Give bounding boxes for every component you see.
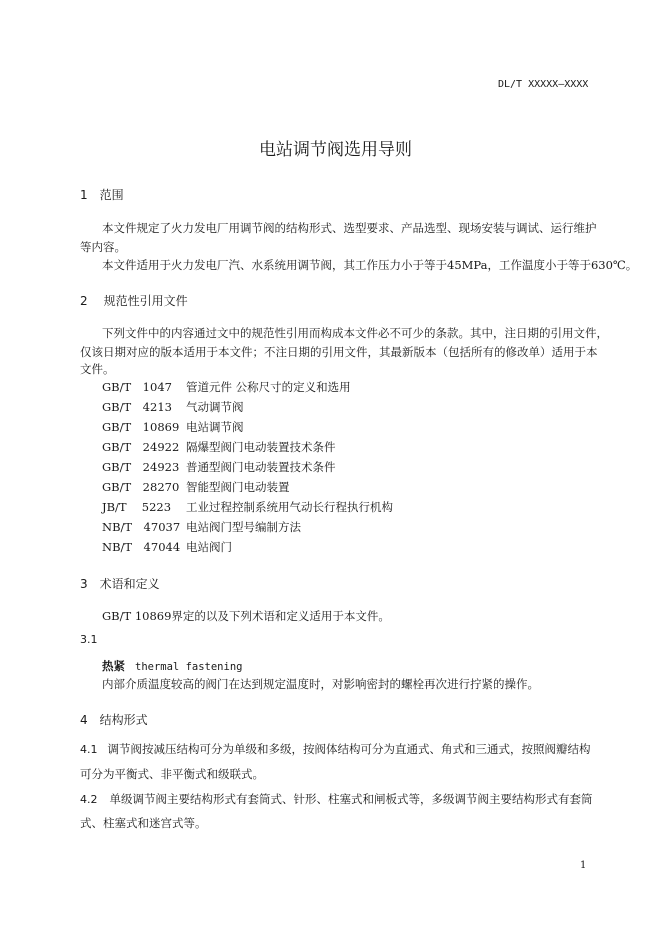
- reference-title: 电站阀门: [186, 540, 232, 554]
- term-chinese: 热紧: [102, 659, 125, 673]
- section-2-heading: [80, 292, 188, 309]
- reference-title: 气动调节阀: [186, 400, 244, 414]
- section-number: 4: [80, 713, 88, 727]
- reference-item: [102, 457, 336, 477]
- section-4-heading: [80, 711, 148, 728]
- paragraph: 下列文件中的内容通过文中的规范性引用而构成本文件必不可少的条款。其中，注日期的引用文件，: [102, 326, 608, 340]
- term-definition: 内部介质温度较高的阀门在达到规定温度时，对影响密封的螺栓再次进行拧紧的操作。: [102, 677, 539, 691]
- clause-text: 调节阀按减压结构可分为单级和多级，按阀体结构可分为直通式、角式和三通式，按照阀瓣结构: [107, 742, 591, 756]
- reference-std: NB/T 47044: [102, 540, 181, 554]
- clause-number: 4.1: [80, 743, 98, 756]
- reference-title: 智能型阀门电动装置: [186, 480, 290, 494]
- reference-item: [102, 437, 336, 457]
- reference-item: [102, 497, 393, 517]
- reference-title: 普通型阀门电动装置技术条件: [186, 460, 336, 474]
- section-title: 结构形式: [99, 713, 148, 727]
- section-title: 术语和定义: [99, 577, 160, 591]
- section-3-heading: [80, 575, 160, 592]
- subclause-number: 3.1: [80, 633, 98, 646]
- section-1-heading: [80, 186, 124, 203]
- section-title: 范围: [99, 188, 124, 202]
- term-entry: [102, 658, 242, 674]
- reference-item: [102, 537, 232, 557]
- reference-std: JB/T 5223: [102, 500, 172, 514]
- reference-std: GB/T 4213: [102, 400, 172, 414]
- reference-title: 电站调节阀: [186, 420, 244, 434]
- reference-std: GB/T 10869: [102, 420, 180, 434]
- document-code: DL/T XXXXX—XXXX: [498, 79, 589, 90]
- reference-title: 隔爆型阀门电动装置技术条件: [186, 440, 336, 454]
- reference-title: 电站阀门型号编制方法: [186, 520, 301, 534]
- reference-title: 工业过程控制系统用气动长行程执行机构: [186, 500, 393, 514]
- paragraph: 等内容。: [80, 240, 126, 254]
- clause-number: 4.2: [80, 793, 98, 806]
- reference-item: [102, 397, 244, 417]
- paragraph: 可分为平衡式、非平衡式和级联式。: [80, 767, 264, 781]
- section-number: 2: [80, 294, 88, 308]
- clause-4-1: [80, 740, 591, 759]
- term-english: thermal fastening: [135, 661, 243, 673]
- reference-title: 管道元件 公称尺寸的定义和选用: [186, 380, 351, 394]
- paragraph: 文件。: [80, 362, 115, 376]
- paragraph: 仅该日期对应的版本适用于本文件；不注日期的引用文件，其最新版本（包括所有的修改单）适用于本: [80, 345, 598, 359]
- section-number: 3: [80, 577, 88, 591]
- page-number: 1: [580, 860, 587, 871]
- reference-item: [102, 417, 244, 437]
- reference-std: NB/T 47037: [102, 520, 181, 534]
- reference-std: GB/T 1047: [102, 380, 172, 394]
- clause-4-2: [80, 790, 593, 809]
- section-title: 规范性引用文件: [103, 294, 188, 308]
- paragraph: 本文件规定了火力发电厂用调节阀的结构形式、选型要求、产品选型、现场安装与调试、运行维护: [102, 221, 597, 235]
- clause-text: 单级调节阀主要结构形式有套筒式、针形、柱塞式和闸板式等，多级调节阀主要结构形式有套筒: [109, 792, 593, 806]
- reference-std: GB/T 24923: [102, 460, 180, 474]
- reference-item: [102, 477, 290, 497]
- document-title: 电站调节阀选用导则: [259, 140, 412, 160]
- reference-std: GB/T 24922: [102, 440, 180, 454]
- reference-std: GB/T 28270: [102, 480, 180, 494]
- section-number: 1: [80, 188, 88, 202]
- reference-item: [102, 517, 301, 537]
- paragraph: 式、柱塞式和迷宫式等。: [80, 816, 207, 830]
- paragraph: GB/T 10869界定的以及下列术语和定义适用于本文件。: [102, 609, 390, 623]
- reference-item: [102, 377, 351, 397]
- paragraph: 本文件适用于火力发电厂汽、水系统用调节阀，其工作压力小于等于45MPa，工作温度小于等于630℃。: [102, 258, 638, 272]
